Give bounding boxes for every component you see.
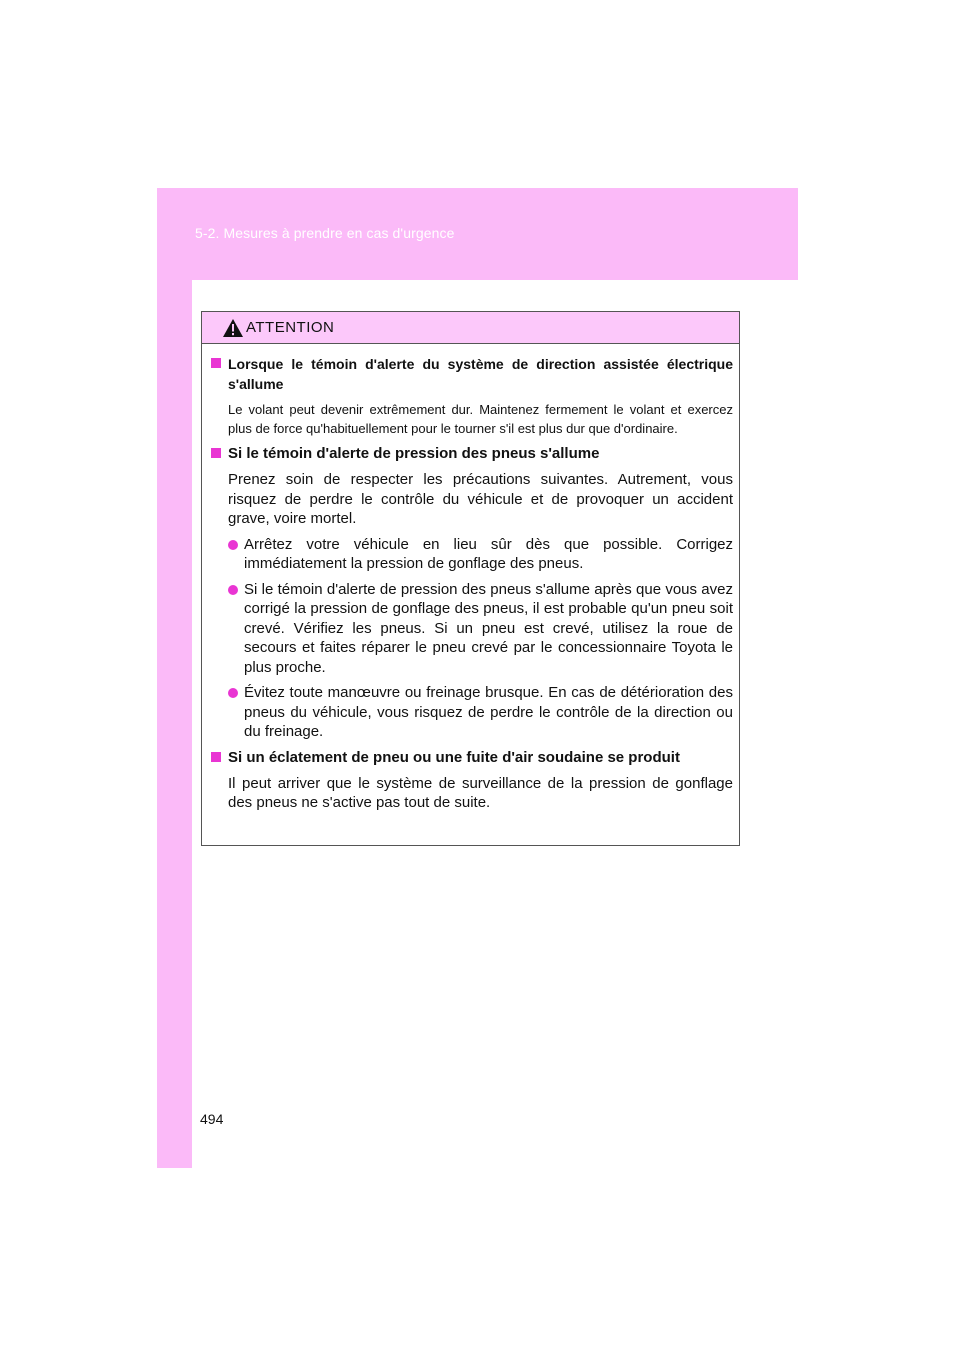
square-bullet-icon: [211, 358, 221, 368]
section-title: 5-2. Mesures à prendre en cas d'urgence: [195, 225, 455, 241]
item-title: Si un éclatement de pneu ou une fuite d'air soudaine se produit: [228, 748, 680, 766]
item-body: Le volant peut devenir extrêmement dur. Maintenez fermement le volant et exercez plus de force qu'habituellement pour le tourner s'il est plus dur que d'ordinaire.: [228, 402, 733, 436]
warning-box: [201, 311, 740, 846]
section-header-band: [157, 188, 798, 280]
warning-item: [210, 354, 733, 438]
round-bullet-icon: [228, 688, 238, 698]
page-number: 494: [200, 1111, 224, 1127]
warning-header: [202, 312, 739, 344]
round-bullet-icon: [228, 585, 238, 595]
warning-triangle-icon: [222, 318, 244, 338]
item-title: Si le témoin d'alerte de pression des pneus s'allume: [228, 445, 600, 462]
bullet-item: [228, 535, 733, 574]
warning-label: ATTENTION: [246, 319, 335, 336]
bullet-text: Arrêtez votre véhicule en lieu sûr dès que possible. Corrigez immédiatement la pression de gonflage des pneus.: [244, 535, 733, 572]
side-tab-band: [157, 280, 192, 1168]
bullet-text: Si le témoin d'alerte de pression des pneus s'allume après que vous avez corrigé la pression de gonflage des pneus, il est probable qu'un pneu soit crevé. Vérifiez les pneus. Si un pneu est crevé, utilisez la roue de secours et faites réparer le pneu crevé par le concessionnaire Toyota le plus proche.: [244, 580, 733, 676]
bullet-text: Évitez toute manœuvre ou freinage brusque. En cas de détérioration des pneus du véhicule, vous risquez de perdre le contrôle de la direction ou du freinage.: [244, 684, 733, 740]
warning-item: [210, 748, 733, 813]
item-body: Prenez soin de respecter les précautions suivantes. Autrement, vous risquez de perdre le contrôle du véhicule et de provoquer un accident grave, voire mortel.: [228, 471, 733, 527]
warning-content: [210, 354, 733, 819]
item-body: Il peut arriver que le système de surveillance de la pression de gonflage des pneus ne s'active pas tout de suite.: [228, 774, 733, 811]
square-bullet-icon: [211, 752, 221, 762]
round-bullet-icon: [228, 540, 238, 550]
square-bullet-icon: [211, 448, 221, 458]
bullet-item: [228, 580, 733, 678]
warning-item: [210, 444, 733, 742]
item-title: Lorsque le témoin d'alerte du système de direction assistée électrique s'allume: [228, 356, 733, 392]
bullet-item: [228, 683, 733, 742]
